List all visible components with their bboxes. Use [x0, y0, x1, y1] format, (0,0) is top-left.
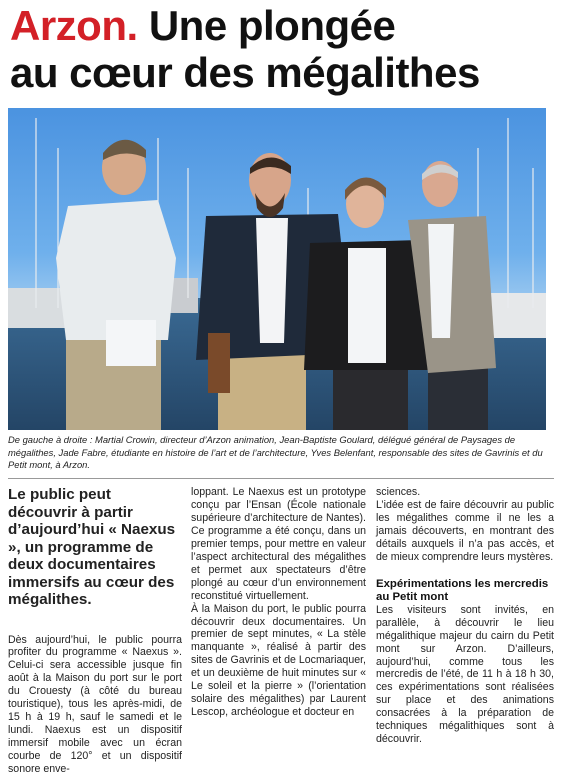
- article-lead: Le public peut découvrir à partir d’aujourd’hui « Naexus », un programme de deux documentaires immersifs au cœur des mégalithes.: [8, 486, 176, 608]
- headline-kicker: Arzon.: [10, 2, 138, 49]
- group-photo-illustration: [8, 108, 546, 430]
- article-column-1: [8, 486, 182, 776]
- group-photo: [8, 108, 546, 430]
- body-paragraph: sciences.: [376, 486, 421, 498]
- headline: [10, 2, 555, 96]
- body-paragraph: L’idée est de faire découvrir au public les mégalithes comme il ne les a jamais découverts, en montrant des détails auxquels il n’a pas accès, et de mieux comprendre leurs mystères.: [376, 498, 554, 563]
- body-paragraph: Dès aujourd’hui, le public pourra profiter du programme « Naexus ». Celui-ci sera accessible jusque fin août à la Maison du port sur le port du Crouesty (à côté du bureau touristique), tous les après-midi, de 15 h à 19 h, sauf le samedi et le lundi. Naexus est un dispositif immersif mobile avec un écran courbe de 120° et un dispositif sonore enve-: [8, 633, 182, 776]
- body-paragraph: À la Maison du port, le public pourra découvrir deux documentaires. Un premier de sept minutes, « La stèle manquante », réalisé à partir des sites de Gavrinis et de Locmariaquer, et un deuxième de huit minutes sur « Le soleil et la pierre » (l’orientation solaire des mégalithes) par Laurent Lescop, archéologue et docteur en: [191, 602, 366, 719]
- article-column-2: [191, 486, 366, 719]
- divider: [8, 478, 554, 479]
- headline-line2: au cœur des mégalithes: [10, 49, 480, 96]
- body-paragraph: loppant. Le Naexus est un prototype conçu par l’Ensan (École nationale supérieure d’architecture de Nantes). Ce programme a été conçu, dans un premier temps, pour mettre en valeur l’aspect architectural des mégalithes et permet aux spectateurs d’être plongé au cœur d’un environnement reconstitué virtuellement.: [191, 486, 366, 602]
- body-paragraph: Les visiteurs sont invités, en parallèle, à découvrir le lieu mégalithique majeur du cairn du Petit mont sur Arzon. D’ailleurs, aujourd’hui, comme tous les mercredis de l’été, de 11 h à 18 h 30, ces expérimentations sont réalisées sur place et des animations consacrées à la préparation de techniques mégalithiques sont à découvrir.: [376, 603, 554, 746]
- article-column-3: [376, 486, 554, 746]
- subheading: Expérimentations les mercredis au Petit mont: [376, 577, 549, 603]
- photo-caption: De gauche à droite : Martial Crowin, directeur d’Arzon animation, Jean-Baptiste Goulard, délégué général de Paysages de mégalithes, Jade Fabre, étudiante en histoire de l’art et de l’architecture, Yves Belenfant, responsable des sites de Gavrinis et du Petit mont, à Arzon.: [8, 434, 543, 471]
- headline-line1: Une plongée: [148, 2, 396, 49]
